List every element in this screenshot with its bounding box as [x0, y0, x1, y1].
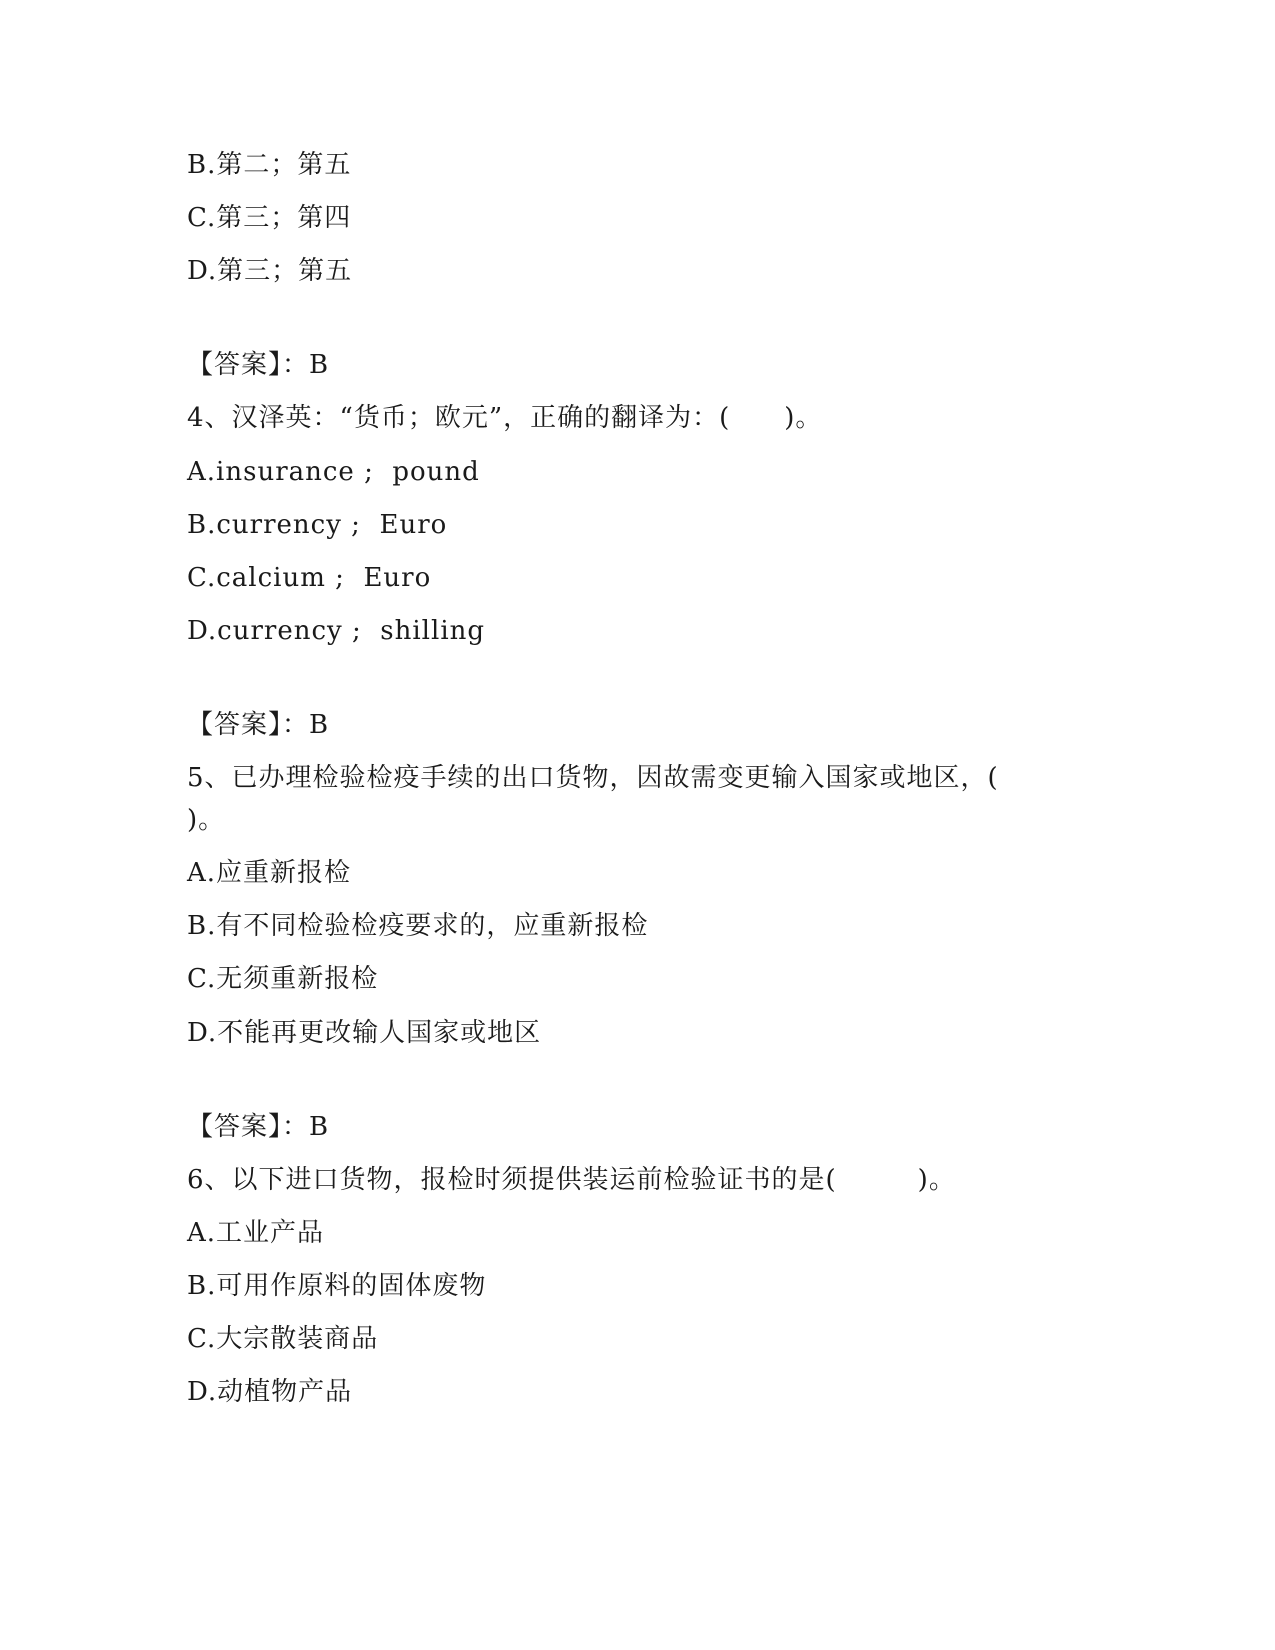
- q5-option-c: C.无须重新报检: [187, 964, 379, 994]
- q3-option-c: C.第三；第四: [187, 203, 352, 233]
- q6-option-c: C.大宗散装商品: [187, 1324, 379, 1354]
- q6-stem: 6、以下进口货物，报检时须提供装运前检验证书的是( )。: [187, 1165, 956, 1195]
- q5-option-b: B.有不同检验检疫要求的，应重新报检: [187, 911, 649, 941]
- q3-option-b: B.第二；第五: [187, 150, 352, 180]
- q6-option-a: A.工业产品: [187, 1218, 325, 1248]
- q3-answer: 【答案】：B: [187, 350, 330, 380]
- q4-option-d: D.currency ; shilling: [187, 616, 486, 646]
- q5-stem-line2: )。: [187, 805, 226, 835]
- q5-answer: 【答案】：B: [187, 1112, 330, 1142]
- q3-option-d: D.第三；第五: [187, 256, 353, 286]
- q4-stem: 4、汉泽英：“货币；欧元”，正确的翻译为：( )。: [187, 403, 823, 433]
- q6-option-d: D.动植物产品: [187, 1377, 353, 1407]
- q4-option-c: C.calcium ; Euro: [187, 563, 432, 593]
- q5-option-d: D.不能再更改输人国家或地区: [187, 1018, 542, 1048]
- q6-option-b: B.可用作原料的固体废物: [187, 1271, 487, 1301]
- q5-stem-line1: 5、已办理检验检疫手续的出口货物，因故需变更输入国家或地区，(: [187, 763, 999, 793]
- q4-option-b: B.currency ; Euro: [187, 510, 448, 540]
- q5-option-a: A.应重新报检: [187, 858, 352, 888]
- q4-answer: 【答案】：B: [187, 710, 330, 740]
- q4-option-a: A.insurance ; pound: [187, 457, 480, 487]
